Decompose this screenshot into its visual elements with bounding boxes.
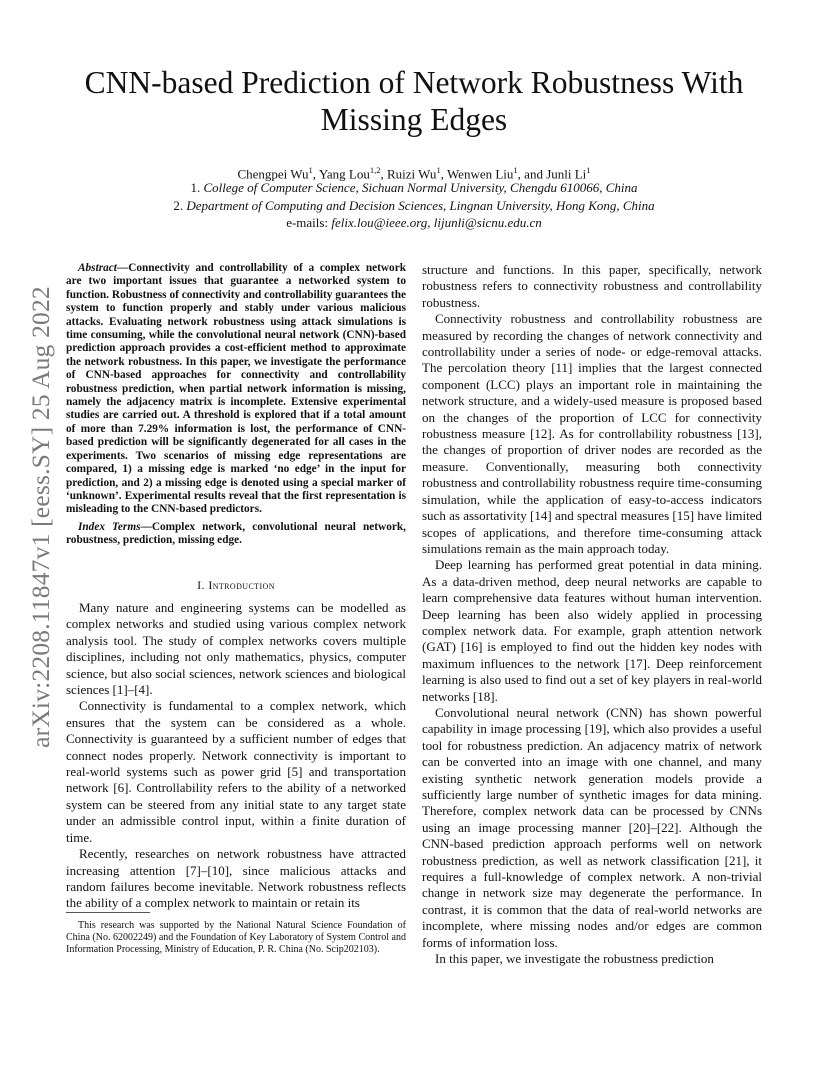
author: Wenwen Liu <box>446 166 514 182</box>
affiliation-2: 2. Department of Computing and Decision Sciences, Lingnan University, Hong Kong, China <box>173 198 655 213</box>
left-column-body <box>66 600 406 912</box>
author: Chengpei Wu <box>237 166 309 182</box>
section-heading-introduction: I. Introduction <box>197 578 275 592</box>
right-column-body <box>422 262 762 967</box>
footnote: This research was supported by the National Natural Science Foundation of China (No. 62002249) and the Foundation of Key Laboratory of System Control and Information Processing, Ministry of Education, P. R. China (No. Scip202103). <box>66 920 406 955</box>
arxiv-sidebar-stamp <box>22 262 60 772</box>
paragraph: Convolutional neural network (CNN) has shown powerful capability in image processing [19], which also provides a useful tool for robustness prediction. An adjacency matrix of network can be converted into an image with one channel, and many existing synthetic network generation models provide a sufficiently large number of synthetic images for data mining. Therefore, complex network data can be processed by CNNs using an image processing manner [20]–[22]. Although the CNN-based prediction approach performs well on network robustness prediction, as well as network classification [21], it requires a full-knowledge of complex network. A non-trivial change in network size may degenerate the performance. In contrast, it is common that the data of real-world networks are incomplete, where missing nodes and/or edges are common forms of information loss. <box>422 704 762 950</box>
author: Yang Lou <box>318 166 370 182</box>
abstract <box>66 262 406 552</box>
author: Ruizi Wu <box>387 166 437 182</box>
paper-title: CNN-based Prediction of Network Robustness With Missing Edges <box>84 65 744 137</box>
abstract-label: Abstract <box>78 262 117 274</box>
footnote-rule <box>66 912 150 913</box>
index-terms-text: —Complex network, convolutional neural network, robustness, prediction, missing edge. <box>66 520 406 547</box>
paragraph: Connectivity robustness and controllability robustness are measured by recording the changes of network connectivity and controllability under a series of node- or edge-removal attacks. The percolation theory [11] implies that the largest connected component (LCC) plays an important role in maintaining the network structure, and a widely-used measure is proposed based on the changes of the proportion of LCC for connectivity robustness measure [12]. As for controllability robustness [13], the changes of proportion of driver nodes are recorded as the measure. Conventionally, measuring both connectivity robustness and controllability robustness require time-consuming simulation, while the application of easy-to-access indicators such as assortativity [14] and spectral measures [15] have limited scopes of applications, and therefore time-consuming attack simulations remain as the main approach today. <box>422 311 762 556</box>
emails: e-mails: felix.lou@ieee.org, lijunli@sicnu.edu.cn <box>286 215 542 230</box>
affiliation-1: 1. College of Computer Science, Sichuan Normal University, Chengdu 610066, China <box>190 180 638 195</box>
paragraph: Many nature and engineering systems can be modelled as complex networks and studied using various complex network analysis tool. The study of complex networks covers multiple disciplines, including not only mathematics, physics, computer science, but also social sciences, network sciences and biological sciences [1]–[4]. <box>66 600 406 698</box>
paragraph: Recently, researches on network robustness have attracted increasing attention [7]–[10], since malicious attacks and random failures become inevitable. Network robustness reflects the ability of a complex network to maintain or retain its <box>66 846 406 911</box>
index-terms-label: Index Terms <box>78 520 141 533</box>
paragraph: Connectivity is fundamental to a complex network, which ensures that the system can be considered as a whole. Connectivity is guaranteed by a sufficient number of edges that connect nodes properly. Network connectivity is important to real-world systems such as power grid [5] and transportation network [6]. Controllability refers to the ability of a networked system can be steered from any initial state to any target state under an admissible control input, within a finite duration of time. <box>66 698 406 845</box>
abstract-text: —Connectivity and controllability of a complex network are two important issues that guarantee a networked system to function. Robustness of connectivity and controllability guarantees the system to function properly and stably under various malicious attacks. Evaluating network robustness using attack simulations is time consuming, while the convolutional neural network (CNN)-based prediction approach provides a cost-efficient method to approximate the network robustness. In this paper, we investigate the performance of CNN-based approaches for connectivity and controllability robustness prediction, when partial network information is missing, namely the adjacency matrix is incomplete. Extensive experimental studies are carried out. A threshold is explored that if a total amount of more than 7.29% information is lost, the performance of CNN-based prediction will be significantly degenerated for all cases in the experiments. Two scenarios of missing edge representations are compared, 1) a missing edge is marked ‘no edge’ in the input for prediction, and 2) a missing edge is denoted using a special marker of ‘unknown’. Experimental results reveal that the first representation is misleading to the CNN-based predictors. <box>66 262 406 516</box>
paragraph: structure and functions. In this paper, specifically, network robustness refers to connectivity robustness and controllability robustness. <box>422 262 762 310</box>
author-list: Chengpei Wu$^1$, Yang Lou$^{1,2}$, Ruizi Wu$^1$, Wenwen Liu$^1$, and Junli Li$^1$ <box>237 165 591 182</box>
paragraph: In this paper, we investigate the robustness prediction <box>435 951 714 967</box>
paragraph: Deep learning has performed great potential in data mining. As a data-driven method, deep neural networks are capable to learn comprehensive data features without human intervention. Deep learning has been also widely applied in processing complex network data. For example, graph attention network (GAT) [16] is employed to find out the hidden key nodes with maximum influences to the network [17]. Deep reinforcement learning is also used to find out a set of key players in real-world networks [18]. <box>422 557 762 704</box>
arxiv-id: arXiv:2208.11847v1 [eess.SY] 25 Aug 2022 <box>26 286 55 748</box>
author: Junli Li <box>546 166 587 182</box>
